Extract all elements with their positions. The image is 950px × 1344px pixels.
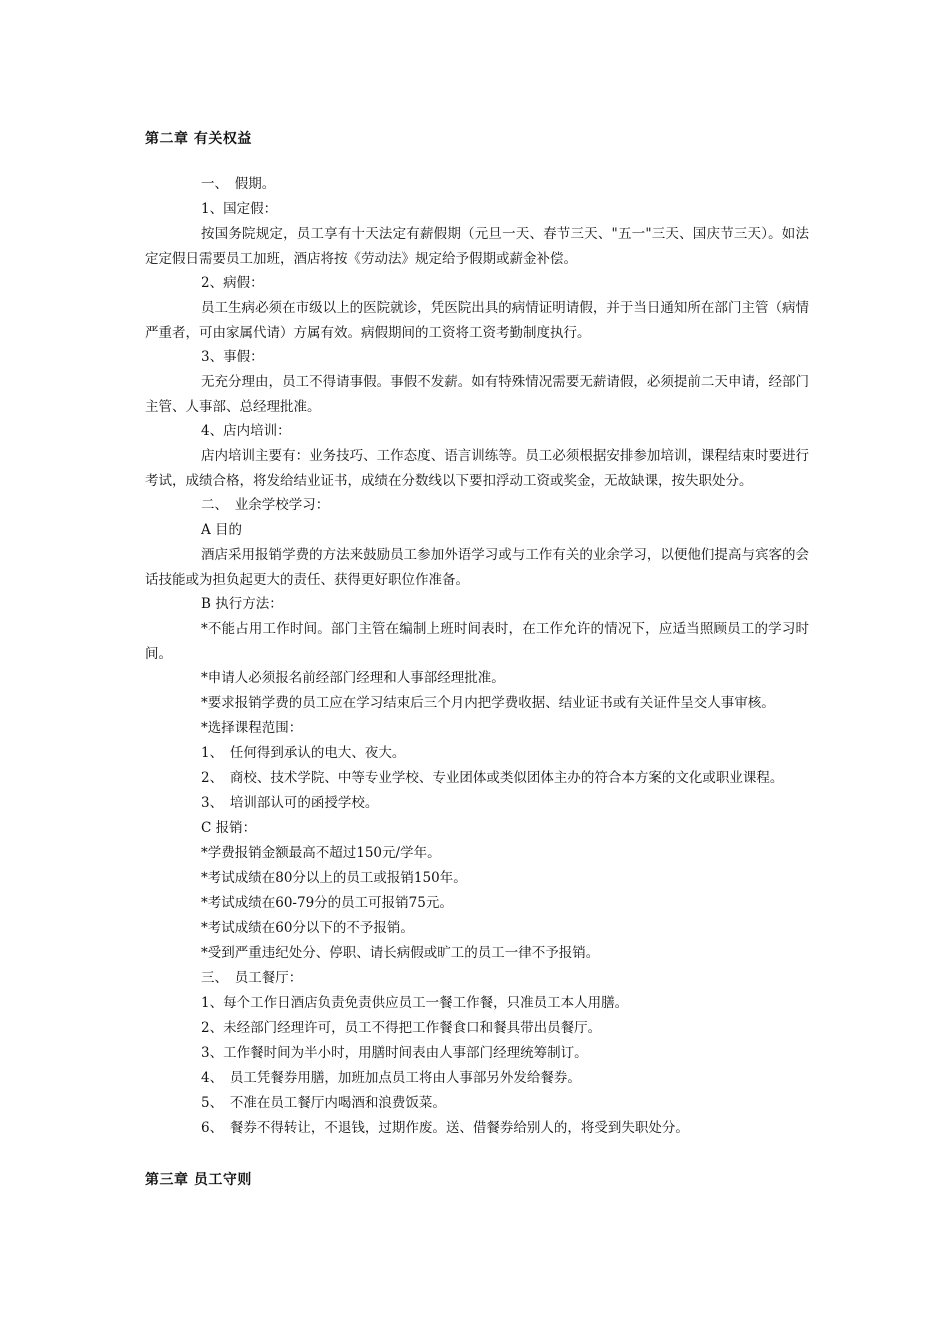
canteen-rule-2: 2、未经部门经理许可，员工不得把工作餐食口和餐具带出员餐厅。 [201,1020,602,1036]
chapter-2-body [145,172,809,1141]
section-3-heading: 三、 员工餐厅： [201,970,303,986]
bullet-score-below-60: *考试成绩在60分以下的不予报销。 [201,920,414,936]
subheading-a-purpose: A 目的 [201,522,243,538]
paragraph-personal-leave: 无充分理由，员工不得请事假。事假不发薪。如有特殊情况需要无薪请假，必须提前二天申请，经部门主管、人事部、总经理批准。 [145,374,809,415]
section-1-heading: 一、 假期。 [201,176,276,192]
bullet-work-time: *不能占用工作时间。部门主管在编制上班时间表时，在工作允许的情况下，应适当照顾员工的学习时间。 [145,621,809,662]
paragraph-national-holidays: 按国务院规定，员工享有十天法定有薪假期（元旦一天、春节三天、"五一"三天、国庆节三天）。如法定定假日需要员工加班，酒店将按《劳动法》规定给予假期或薪金补偿。 [145,226,809,267]
canteen-rule-6: 6、 餐券不得转让，不退钱，过期作废。送、借餐券给别人的，将受到失职处分。 [201,1120,689,1136]
bullet-max-amount: *学费报销金额最高不超过150元/学年。 [201,845,441,861]
bullet-approval: *申请人必须报名前经部门经理和人事部经理批准。 [201,670,505,686]
bullet-score-60-79: *考试成绩在60-79分的员工可报销75元。 [201,895,453,911]
course-item-1: 1、 任何得到承认的电大、夜大。 [201,745,406,761]
canteen-rule-5: 5、 不准在员工餐厅内喝酒和浪费饭菜。 [201,1095,446,1111]
bullet-score-80: *考试成绩在80分以上的员工或报销150年。 [201,870,467,886]
chapter-2-title: 第二章 有关权益 [145,131,252,147]
paragraph-purpose: 酒店采用报销学费的方法来鼓励员工参加外语学习或与工作有关的业余学习，以便他们提高与宾客的会话技能或为担负起更大的责任、获得更好职位作准备。 [145,547,809,588]
item-personal-leave: 3、事假： [201,349,264,365]
item-national-holidays: 1、国定假： [201,201,278,217]
item-in-house-training: 4、店内培训： [201,423,291,439]
course-item-3: 3、 培训部认可的函授学校。 [201,795,379,811]
paragraph-in-house-training: 店内培训主要有：业务技巧、工作态度、语言训练等。员工必须根据安排参加培训，课程结束时要进行考试，成绩合格，将发给结业证书，成绩在分数线以下要扣浮动工资或奖金，无故缺课，按失职处分。 [145,448,809,489]
subheading-b-method: B 执行方法： [201,596,283,612]
section-2-heading: 二、 业余学校学习： [201,497,330,513]
course-item-2: 2、 商校、技术学院、中等专业学校、专业团体或类似团体主办的符合本方案的文化或职业课程。 [201,770,784,786]
item-sick-leave: 2、病假： [201,275,264,291]
subheading-c-reimbursement: C 报销： [201,820,257,836]
canteen-rule-4: 4、 员工凭餐券用膳，加班加点员工将由人事部另外发给餐券。 [201,1070,581,1086]
bullet-receipts: *要求报销学费的员工应在学习结束后三个月内把学费收据、结业证书或有关证件呈交人事审核。 [201,695,775,711]
canteen-rule-1: 1、每个工作日酒店负责免责供应员工一餐工作餐，只准员工本人用膳。 [201,995,629,1011]
bullet-course-scope: *选择课程范围： [201,720,303,736]
chapter-3-title: 第三章 员工守则 [145,1172,252,1188]
paragraph-sick-leave: 员工生病必须在市级以上的医院就诊，凭医院出具的病情证明请假，并于当日通知所在部门主管（病情严重者，可由家属代请）方属有效。病假期间的工资将工资考勤制度执行。 [145,300,809,341]
bullet-no-reimbursement: *受到严重违纪处分、停职、请长病假或旷工的员工一律不予报销。 [201,945,600,961]
canteen-rule-3: 3、工作餐时间为半小时，用膳时间表由人事部门经理统筹制订。 [201,1045,588,1061]
